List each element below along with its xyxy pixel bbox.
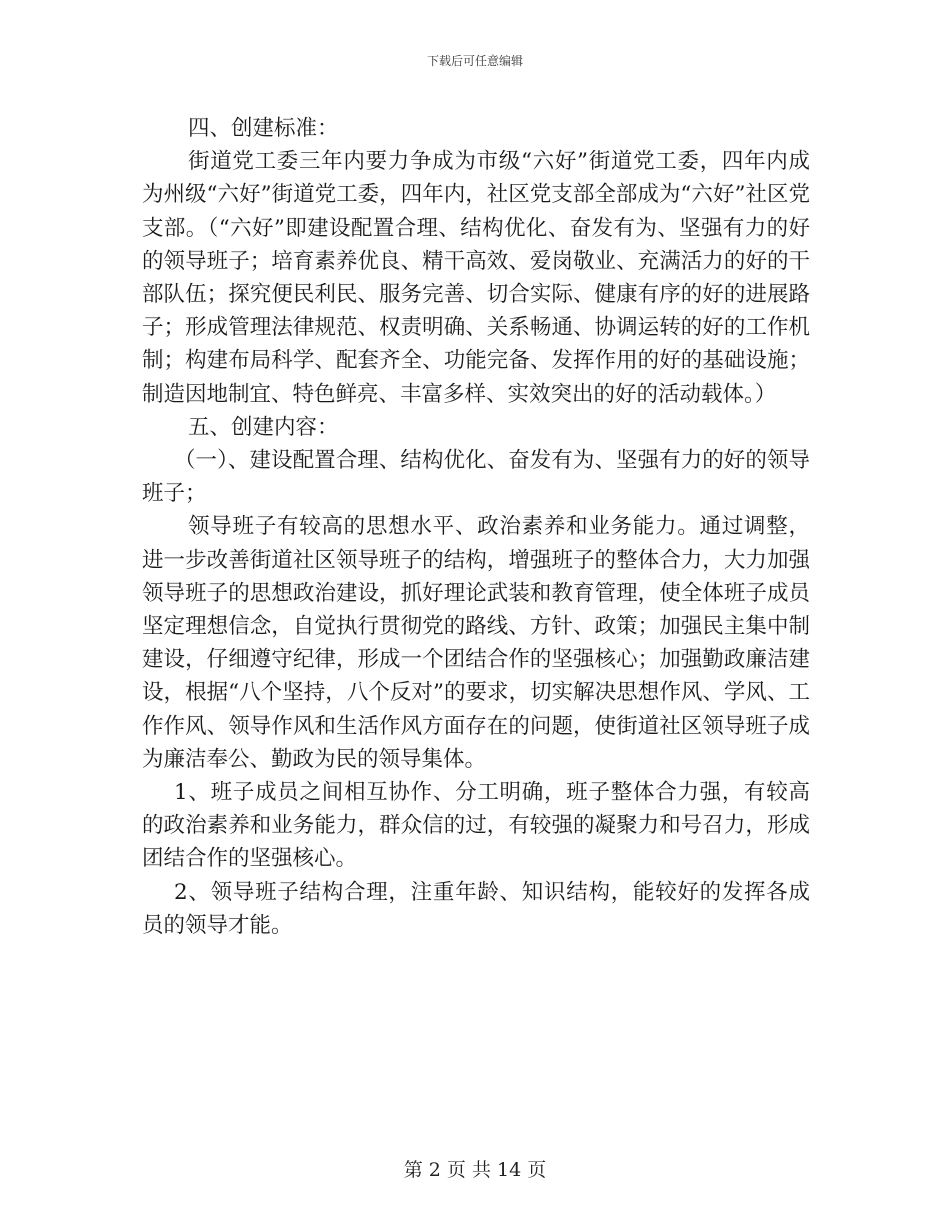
page-header-note: 下载后可任意编辑 — [426, 54, 523, 68]
paragraph-standards: 街道党工委三年内要力争成为市级“六好”街道党工委，四年内成为州级“六好”街道党工委，四年内，社区党支部全部成为“六好”社区党支部。（“六好”即建设配置合理、结构优化、奋发有为、坚强有力的好的领导班子；培育素养优良、精干高效、爱岗敬业、充满活力的好的干部队伍；探究便民利民、服务完善、切合实际、健康有序的好的进展路子；形成管理法律规范、权责明确、关系畅通、协调运转的好的工作机制；构建布局科学、配套齐全、功能完备、发挥作用的好的基础设施；制造因地制宜、特色鲜亮、丰富多样、实效突出的好的活动载体。） — [142, 149, 810, 407]
paragraph-leadership: 领导班子有较高的思想水平、政治素养和业务能力。通过调整，进一步改善街道社区领导班子的结构，增强班子的整体合力，大力加强领导班子的思想政治建设，抓好理论武装和教育管理，使全体班子成员坚定理想信念，自觉执行贯彻党的路线、方针、政策；加强民主集中制建设，仔细遵守纪律，形成一个团结合作的坚强核心；加强勤政廉洁建设，根据“八个坚持，八个反对”的要求，切实解决思想作风、学风、工作作风、领导作风和生活作风方面存在的问题，使街道社区领导班子成为廉洁奉公、勤政为民的领导集体。 — [142, 514, 810, 772]
section-heading-content: 五、创建内容： — [188, 414, 339, 440]
list-item-1: 1、班子成员之间相互协作、分工明确，班子整体合力强，有较高的政治素养和业务能力，群众信的过，有较强的凝聚力和号召力，形成团结合作的坚强核心。 — [142, 780, 810, 872]
page-number: 第 2 页 共 14 页 — [403, 1159, 547, 1181]
document-body — [142, 112, 810, 942]
subsection-heading-leadership: （一）、建设配置合理、结构优化、奋发有为、坚强有力的好的领导班子； — [142, 448, 810, 507]
list-item-2: 2、领导班子结构合理，注重年龄、知识结构，能较好的发挥各成员的领导才能。 — [142, 879, 810, 938]
section-heading-standards: 四、创建标准： — [188, 116, 339, 141]
